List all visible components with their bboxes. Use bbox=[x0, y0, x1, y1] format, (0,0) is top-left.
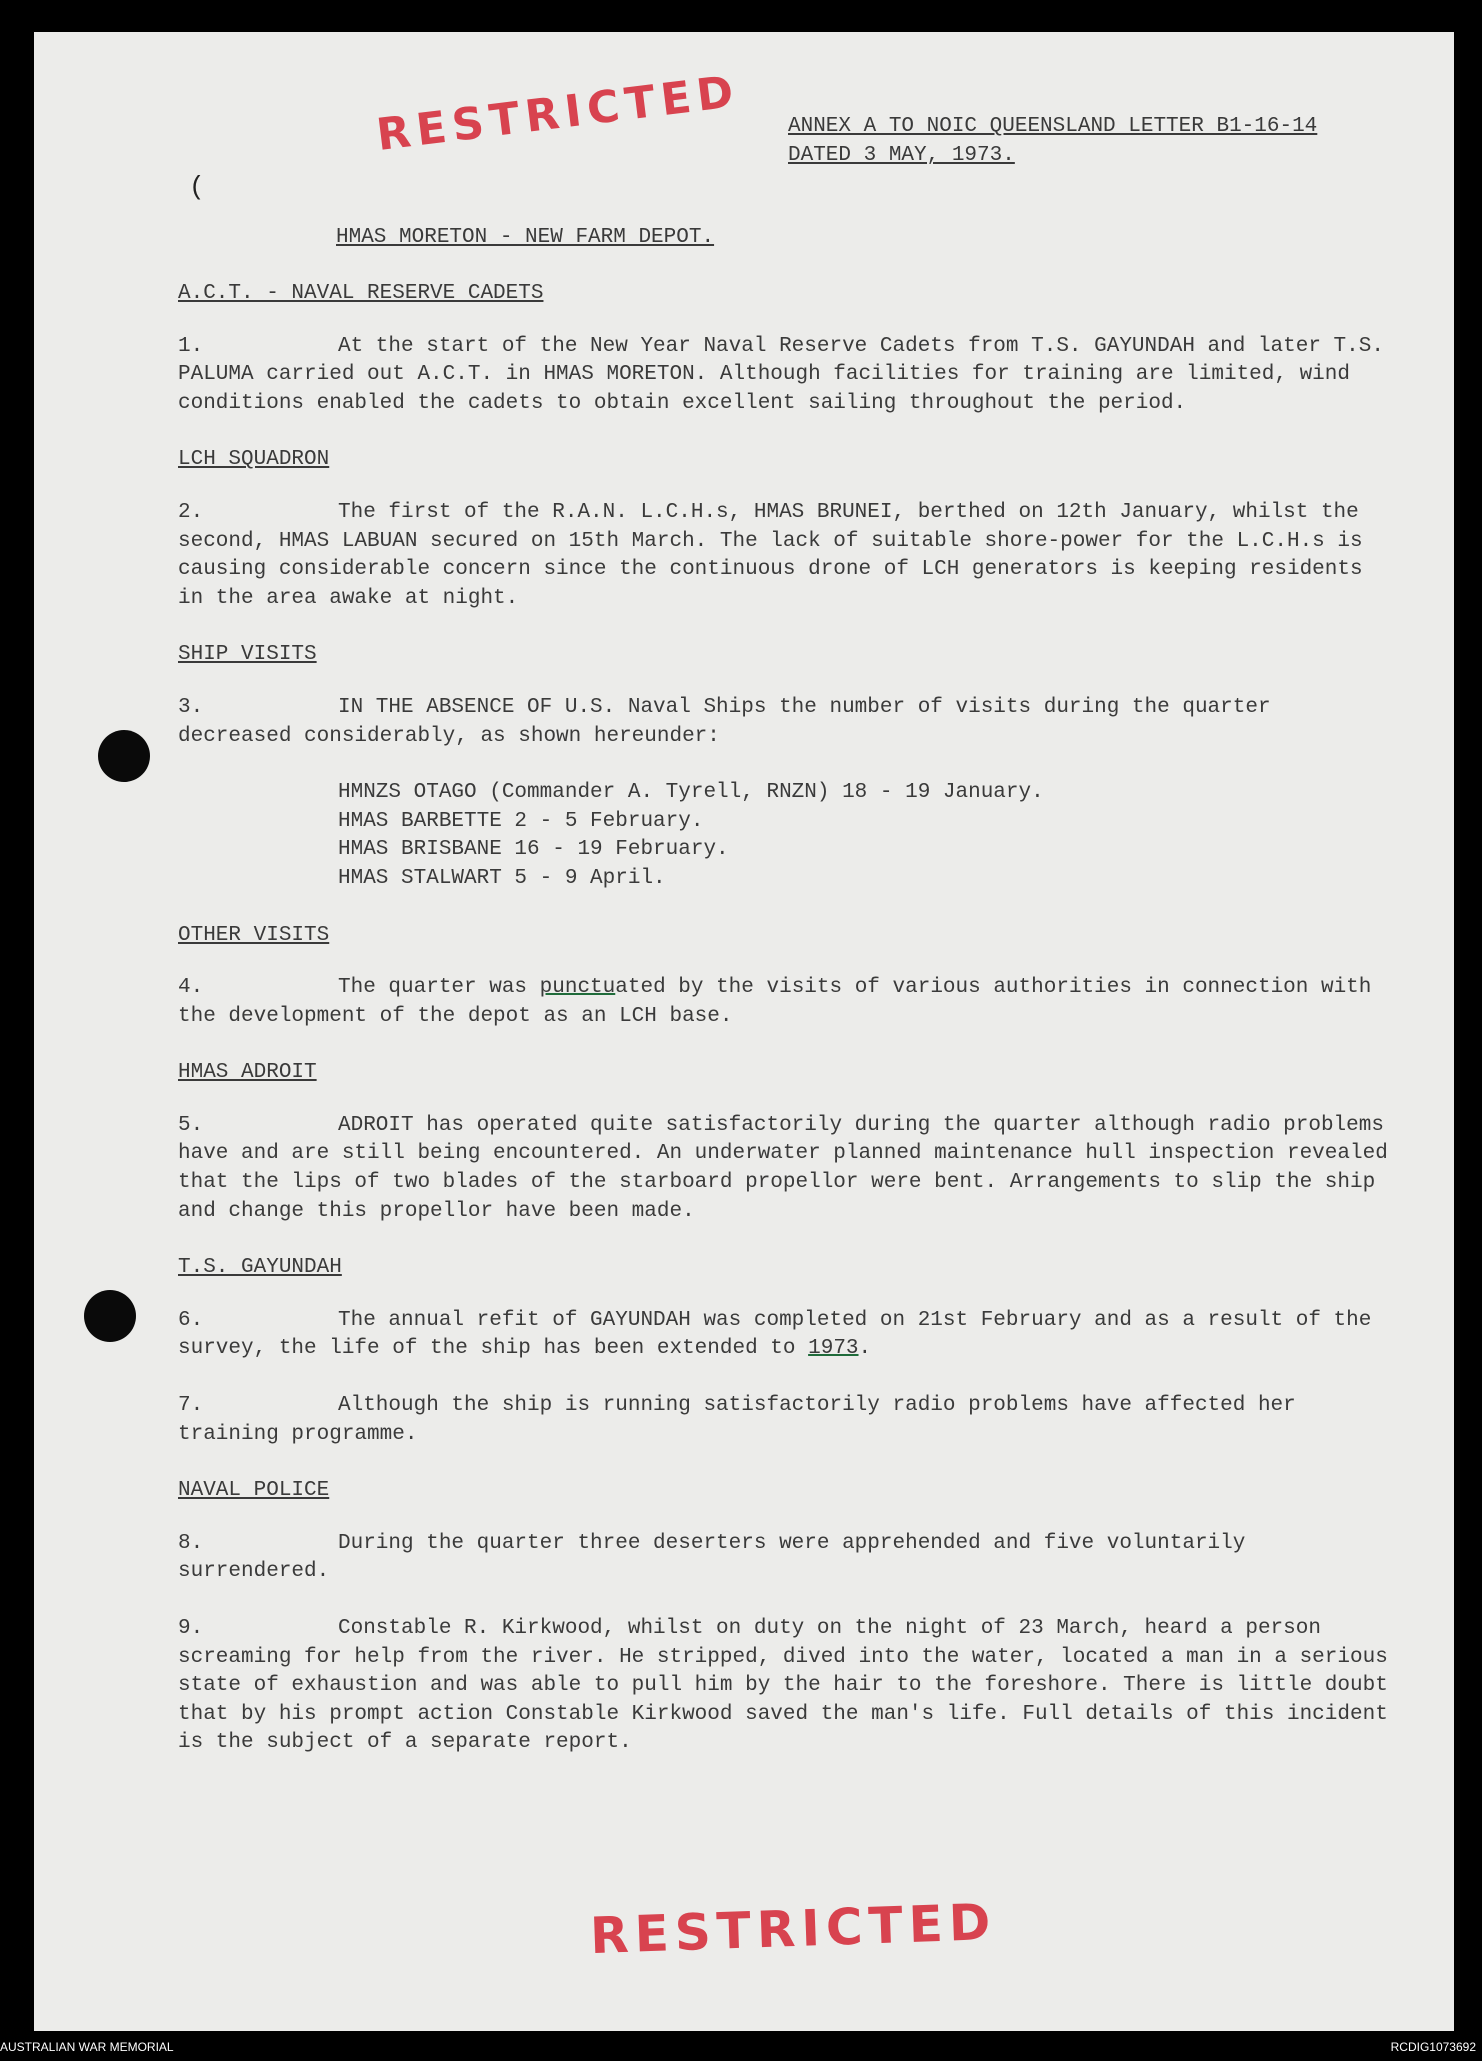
paper-mark: ( bbox=[189, 172, 205, 202]
list-item: HMAS BRISBANE 16 - 19 February. bbox=[338, 838, 729, 862]
paragraph-9 bbox=[178, 1615, 1388, 1758]
paragraph-text: Constable R. Kirkwood, whilst on duty on the night of 23 March, heard a person screaming for help from the river. He stripped, dived into the water, located a man in a serious state of exhaustion and was able to pull him by the hair to the foreshore. There is little doubt that by his prompt action Constable Kirkwood saved the man's life. Full details of this incident is the subject of a separate report. bbox=[178, 1617, 1388, 1755]
section-heading-naval-police: NAVAL POLICE bbox=[178, 1479, 330, 1503]
document-body bbox=[178, 280, 1388, 1786]
archive-credit: AUSTRALIAN WAR MEMORIAL bbox=[0, 2040, 174, 2054]
section-heading-adroit: HMAS ADROIT bbox=[178, 1061, 317, 1085]
paragraph-1 bbox=[178, 333, 1388, 419]
handwritten-underline: punctu bbox=[539, 976, 616, 1000]
paragraph-5 bbox=[178, 1112, 1388, 1226]
handwritten-underline: 1973 bbox=[808, 1337, 859, 1361]
paragraph-8 bbox=[178, 1530, 1388, 1587]
paragraph-3 bbox=[178, 694, 1388, 751]
paragraph-number: 8. bbox=[178, 1531, 204, 1555]
document-title: HMAS MORETON - NEW FARM DEPOT. bbox=[336, 226, 715, 249]
paragraph-number: 9. bbox=[178, 1617, 204, 1640]
punch-hole-lower bbox=[84, 1290, 136, 1342]
paragraph-number: 5. bbox=[178, 1113, 204, 1137]
list-item: HMAS BARBETTE 2 - 5 February. bbox=[338, 809, 704, 833]
paragraph-text-start: The annual refit of GAYUNDAH was completed on 21st February and as a result of the survey, the life of the ship has been extended to bbox=[178, 1308, 1372, 1361]
section-heading-act: A.C.T. - NAVAL RESERVE CADETS bbox=[178, 282, 544, 305]
annex-date: DATED 3 MAY, 1973. bbox=[788, 144, 1015, 167]
paragraph-text-start: The quarter was bbox=[338, 976, 540, 1000]
ship-visit-list bbox=[338, 779, 1388, 893]
paragraph-number: 1. bbox=[178, 334, 204, 358]
paragraph-number: 6. bbox=[178, 1308, 204, 1332]
paragraph-text: At the start of the New Year Naval Reserve Cadets from T.S. GAYUNDAH and later T.S. PALUMA carried out A.C.T. in HMAS MORETON. Although facilities for training are limited, wind conditions enabled the cadets to obtain excellent sailing throughout the period. bbox=[178, 334, 1384, 415]
archive-id: RCDIG1073692 bbox=[1390, 2040, 1476, 2054]
paragraph-text: IN THE ABSENCE OF U.S. Naval Ships the number of visits during the quarter decreased considerably, as shown hereunder: bbox=[178, 695, 1271, 748]
paragraph-text: During the quarter three deserters were apprehended and five voluntarily surrendered. bbox=[178, 1531, 1246, 1584]
paragraph-2 bbox=[178, 499, 1388, 613]
paragraph-6 bbox=[178, 1307, 1388, 1364]
list-item: HMNZS OTAGO (Commander A. Tyrell, RNZN) 18 - 19 January. bbox=[338, 781, 1044, 805]
paragraph-number: 2. bbox=[178, 500, 204, 524]
section-heading-gayundah: T.S. GAYUNDAH bbox=[178, 1256, 342, 1280]
annex-reference bbox=[788, 112, 1317, 170]
paragraph-text-end: ated by the visits of various authorities in connection with the development of the depot as an LCH base. bbox=[178, 976, 1372, 1028]
paragraph-text-end: . bbox=[858, 1337, 872, 1361]
punch-hole-upper bbox=[98, 730, 150, 782]
restricted-stamp-bottom: RESTRICTED bbox=[589, 1892, 998, 1966]
paragraph-7 bbox=[178, 1392, 1388, 1449]
annex-line-1: ANNEX A TO NOIC QUEENSLAND LETTER B1-16-14 bbox=[788, 115, 1318, 138]
paragraph-text: ADROIT has operated quite satisfactorily during the quarter although radio problems have and are still being encountered. An underwater planned maintenance hull inspection revealed that the lips of two blades of the starboard propellor were bent. Arrangements to slip the ship and change this propellor have been made. bbox=[178, 1113, 1388, 1223]
paragraph-number: 7. bbox=[178, 1394, 204, 1418]
paragraph-4 bbox=[178, 974, 1388, 1031]
section-heading-lch: LCH SQUADRON bbox=[178, 448, 330, 472]
restricted-stamp-top: RESTRICTED bbox=[373, 65, 743, 161]
paragraph-number: 3. bbox=[178, 695, 204, 719]
section-heading-other-visits: OTHER VISITS bbox=[178, 923, 330, 947]
section-heading-ship-visits: SHIP VISITS bbox=[178, 643, 317, 667]
list-item: HMAS STALWART 5 - 9 April. bbox=[338, 866, 666, 890]
paragraph-text: Although the ship is running satisfactorily radio problems have affected her training programme. bbox=[178, 1394, 1296, 1446]
paragraph-text: The first of the R.A.N. L.C.H.s, HMAS BRUNEI, berthed on 12th January, whilst the second, HMAS LABUAN secured on 15th March. The lack of suitable shore-power for the L.C.H.s is causing considerable concern since the continuous drone of LCH generators is keeping residents in the area awake at night. bbox=[178, 500, 1363, 610]
paragraph-number: 4. bbox=[178, 976, 204, 1000]
